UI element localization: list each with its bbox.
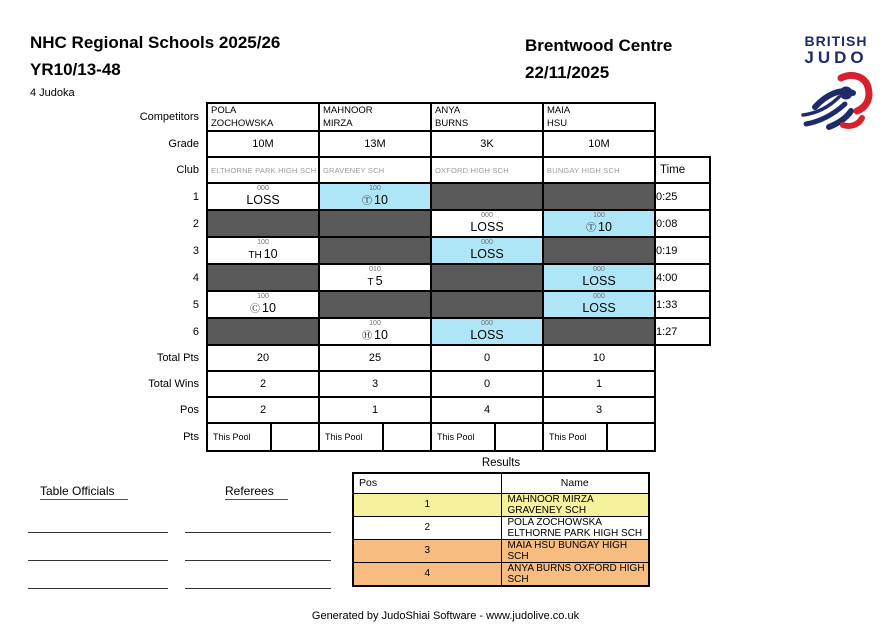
total-wins-row — [130, 371, 710, 397]
score-value: Ⓒ 10 — [250, 301, 276, 315]
match-time: 0:19 — [655, 237, 710, 264]
score-cell — [543, 291, 655, 318]
page-title: NHC Regional Schools 2025/26 — [30, 33, 281, 52]
score-tally: 000 — [593, 293, 605, 300]
logo-text-british: BRITISH — [804, 33, 868, 49]
pts-row — [130, 423, 710, 451]
competitor-name — [543, 103, 655, 131]
pts-empty-box — [272, 424, 318, 450]
match-time: 4:00 — [655, 264, 710, 291]
total-pts-cell: 25 — [319, 345, 431, 371]
time-column-header: Time — [655, 157, 710, 183]
total-pts-cell: 10 — [543, 345, 655, 371]
club-cell: ELTHORNE PARK HIGH SCH — [207, 157, 319, 183]
result-row — [353, 562, 649, 586]
win-mark: Ⓣ — [362, 196, 373, 207]
this-pool-box: This Pool — [544, 424, 608, 450]
signature-line — [185, 505, 331, 533]
table-officials-signature-block — [28, 505, 168, 589]
score-value: Ⓗ 10 — [362, 328, 388, 342]
pts-empty-box — [608, 424, 654, 450]
results-header-row — [353, 473, 649, 493]
score-tally: 100 — [593, 212, 605, 219]
competitor-first: MAHNOOR — [323, 105, 373, 116]
result-row — [353, 493, 649, 516]
blocked-cell — [319, 210, 431, 237]
result-name: POLA ZOCHOWSKA ELTHORNE PARK HIGH SCH — [501, 516, 649, 539]
club-cell: GRAVENEY SCH — [319, 157, 431, 183]
score-cell — [543, 264, 655, 291]
pts-cell — [431, 423, 543, 451]
round-label: 6 — [130, 318, 207, 345]
grade-cell: 13M — [319, 131, 431, 157]
grade-cell: 3K — [431, 131, 543, 157]
score-cell — [319, 318, 431, 345]
blocked-cell — [543, 183, 655, 210]
result-pos: 3 — [353, 539, 501, 562]
competitor-name — [431, 103, 543, 131]
logo-text-judo: JUDO — [804, 48, 868, 67]
blocked-cell — [543, 237, 655, 264]
score-tally: 010 — [369, 266, 381, 273]
pts-empty-box — [496, 424, 542, 450]
results-table — [352, 472, 650, 587]
row-label-grade: Grade — [130, 131, 207, 157]
score-cell — [431, 237, 543, 264]
blocked-cell — [207, 264, 319, 291]
competitor-last: ZOCHOWSKA — [211, 118, 274, 129]
score-cell — [431, 318, 543, 345]
score-cell — [207, 183, 319, 210]
grade-cell: 10M — [543, 131, 655, 157]
result-pos: 1 — [353, 493, 501, 516]
competitor-first: ANYA — [435, 105, 461, 116]
match-row — [130, 318, 710, 345]
pos-cell: 2 — [207, 397, 319, 423]
referees-heading: Referees — [225, 484, 288, 498]
result-name: MAIA HSU BUNGAY HIGH SCH — [501, 539, 649, 562]
score-value: T 5 — [367, 274, 383, 288]
blocked-cell — [431, 264, 543, 291]
total-pts-cell: 0 — [431, 345, 543, 371]
score-tally: 100 — [257, 239, 269, 246]
score-value: LOSS — [582, 301, 616, 315]
signature-line — [28, 505, 168, 533]
club-cell: BUNGAY HIGH SCH — [543, 157, 655, 183]
match-time: 1:33 — [655, 291, 710, 318]
result-row — [353, 516, 649, 539]
score-cell — [431, 210, 543, 237]
this-pool-box: This Pool — [432, 424, 496, 450]
score-tally: 000 — [481, 239, 493, 246]
this-pool-box: This Pool — [320, 424, 384, 450]
result-pos: 2 — [353, 516, 501, 539]
competitors-row — [130, 103, 710, 131]
score-tally: 000 — [593, 266, 605, 273]
total-wins-cell: 3 — [319, 371, 431, 397]
total-wins-cell: 1 — [543, 371, 655, 397]
score-value: Ⓣ 10 — [586, 220, 612, 234]
score-value: LOSS — [246, 193, 280, 207]
score-value: LOSS — [470, 247, 504, 261]
signature-line — [185, 561, 331, 589]
score-tally: 100 — [369, 320, 381, 327]
row-label-pos: Pos — [130, 397, 207, 423]
result-pos: 4 — [353, 562, 501, 586]
score-tally: 000 — [481, 320, 493, 327]
round-label: 3 — [130, 237, 207, 264]
round-label: 5 — [130, 291, 207, 318]
pts-empty-box — [384, 424, 430, 450]
competitor-name — [319, 103, 431, 131]
result-name: ANYA BURNS OXFORD HIGH SCH — [501, 562, 649, 586]
competitor-last: MIRZA — [323, 118, 353, 129]
win-mark: Ⓗ — [362, 331, 373, 342]
signature-line — [28, 533, 168, 561]
win-mark: Ⓒ — [250, 304, 261, 315]
win-mark: T — [367, 277, 374, 288]
score-tally: 100 — [369, 185, 381, 192]
signature-line — [28, 561, 168, 589]
pool-sheet-table — [130, 102, 711, 452]
match-row — [130, 237, 710, 264]
score-cell — [319, 183, 431, 210]
match-row — [130, 264, 710, 291]
total-wins-cell: 0 — [431, 371, 543, 397]
footer-credit: Generated by JudoShiai Software - www.judolive.co.uk — [311, 610, 580, 622]
row-label-total-pts: Total Pts — [130, 345, 207, 371]
score-value: LOSS — [470, 328, 504, 342]
total-pts-row — [130, 345, 710, 371]
blocked-cell — [207, 210, 319, 237]
this-pool-box: This Pool — [208, 424, 272, 450]
blocked-cell — [319, 237, 431, 264]
results-title: Results — [481, 457, 521, 469]
pts-cell — [319, 423, 431, 451]
competitor-last: HSU — [547, 118, 568, 129]
pos-cell: 3 — [543, 397, 655, 423]
score-cell — [543, 210, 655, 237]
round-label: 2 — [130, 210, 207, 237]
pos-row — [130, 397, 710, 423]
score-cell — [207, 291, 319, 318]
round-label: 1 — [130, 183, 207, 210]
pts-cell — [207, 423, 319, 451]
win-mark: TH — [248, 250, 262, 261]
match-row — [130, 210, 710, 237]
score-value: Ⓣ 10 — [362, 193, 388, 207]
score-value: LOSS — [582, 274, 616, 288]
grade-cell: 10M — [207, 131, 319, 157]
referees-signature-block — [185, 505, 331, 589]
grade-row — [130, 131, 710, 157]
score-cell — [319, 264, 431, 291]
score-tally: 000 — [257, 185, 269, 192]
pts-cell — [543, 423, 655, 451]
british-judo-logo — [795, 34, 877, 136]
total-wins-cell: 2 — [207, 371, 319, 397]
table-officials-heading: Table Officials — [40, 484, 128, 498]
competitor-first: MAIA — [547, 105, 571, 116]
score-value: LOSS — [470, 220, 504, 234]
category-label: YR10/13-48 — [30, 60, 121, 79]
round-label: 4 — [130, 264, 207, 291]
row-label-competitors: Competitors — [130, 103, 207, 131]
blocked-cell — [319, 291, 431, 318]
judoka-figure-icon — [799, 71, 873, 131]
venue-name: Brentwood Centre — [525, 36, 673, 55]
match-time: 0:25 — [655, 183, 710, 210]
blocked-cell — [543, 318, 655, 345]
total-pts-cell: 20 — [207, 345, 319, 371]
club-cell: OXFORD HIGH SCH — [431, 157, 543, 183]
score-cell — [207, 237, 319, 264]
results-header-pos: Pos — [353, 473, 501, 493]
blocked-cell — [431, 183, 543, 210]
match-row — [130, 183, 710, 210]
result-name: MAHNOOR MIRZA GRAVENEY SCH — [501, 493, 649, 516]
match-time: 0:08 — [655, 210, 710, 237]
competitor-name — [207, 103, 319, 131]
row-label-pts: Pts — [130, 423, 207, 451]
signature-line — [185, 533, 331, 561]
row-label-total-wins: Total Wins — [130, 371, 207, 397]
score-value: TH 10 — [248, 247, 278, 261]
pos-cell: 1 — [319, 397, 431, 423]
event-date: 22/11/2025 — [525, 63, 610, 82]
judoka-count: 4 Judoka — [30, 87, 75, 99]
match-time: 1:27 — [655, 318, 710, 345]
club-row — [130, 157, 710, 183]
blocked-cell — [207, 318, 319, 345]
blocked-cell — [431, 291, 543, 318]
results-header-name: Name — [501, 473, 649, 493]
score-tally: 000 — [481, 212, 493, 219]
match-row — [130, 291, 710, 318]
competitor-last: BURNS — [435, 118, 469, 129]
result-row — [353, 539, 649, 562]
win-mark: Ⓣ — [586, 223, 597, 234]
score-tally: 100 — [257, 293, 269, 300]
row-label-club: Club — [130, 157, 207, 183]
pos-cell: 4 — [431, 397, 543, 423]
competitor-first: POLA — [211, 105, 237, 116]
